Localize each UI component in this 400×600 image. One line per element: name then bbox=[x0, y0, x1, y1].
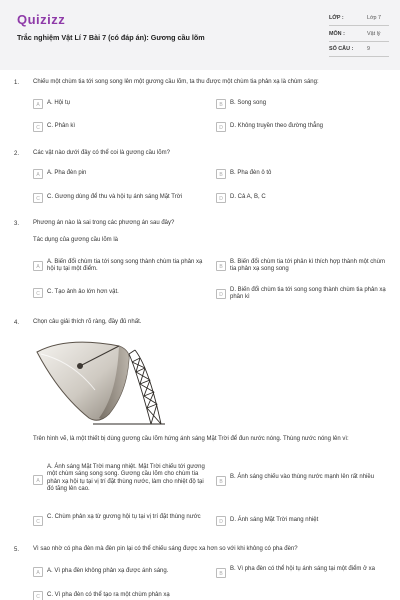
option-a[interactable] bbox=[33, 99, 211, 115]
meta-count-value: 9 bbox=[367, 46, 370, 52]
option-text: B. Biến đổi chùm tia tới phân kì thích hợp thành một chùm tia phản xạ song song bbox=[230, 259, 385, 273]
option-text: A. Biến đổi chùm tia tới song song thành chùm tia phản xạ hội tụ tại một điểm. bbox=[47, 259, 203, 273]
header bbox=[0, 0, 400, 70]
option-badge: A bbox=[33, 567, 43, 577]
option-text: C. Phân kì bbox=[47, 123, 76, 129]
option-badge: B bbox=[216, 568, 226, 578]
option-badge: C bbox=[33, 193, 43, 203]
option-d[interactable] bbox=[216, 193, 394, 209]
option-badge: A bbox=[33, 99, 43, 109]
meta-class-value: Lớp 7 bbox=[367, 15, 382, 21]
option-text: B. Pha đèn ô tô bbox=[230, 170, 272, 176]
option-text: B. Ánh sáng chiếu vào thùng nước mạnh lên rất nhiều bbox=[230, 474, 375, 480]
option-badge: D bbox=[216, 193, 226, 203]
option-b[interactable] bbox=[216, 565, 394, 583]
option-b[interactable] bbox=[216, 169, 394, 185]
option-c[interactable] bbox=[33, 122, 211, 138]
meta-divider bbox=[329, 25, 389, 26]
option-a[interactable] bbox=[33, 258, 211, 276]
option-text: A. Ánh sáng Mặt Trời mang nhiệt. Mặt Trời chiếu tới gương một chùm sáng song song. Gương cầu lõm cho chùm tia phản xạ hội tụ tại vị trí đặt thùng nước, làm cho nhiệt độ tại đó tăng lên cao. bbox=[47, 464, 205, 493]
solar-concave-mirror-figure bbox=[33, 332, 165, 428]
meta-subject-label: MÔN : bbox=[329, 31, 345, 37]
question-number: 3. bbox=[14, 221, 20, 227]
option-a[interactable] bbox=[33, 463, 211, 501]
option-badge: B bbox=[216, 476, 226, 486]
question-number: 5. bbox=[14, 547, 20, 553]
option-c[interactable] bbox=[33, 193, 211, 209]
meta-divider bbox=[329, 56, 389, 57]
option-badge: B bbox=[216, 169, 226, 179]
option-badge: D bbox=[216, 122, 226, 132]
option-badge: C bbox=[33, 591, 43, 600]
option-text: B. Song song bbox=[230, 100, 267, 106]
option-badge: A bbox=[33, 475, 43, 485]
option-b[interactable] bbox=[216, 258, 394, 276]
meta-subject-value: Vật lý bbox=[367, 31, 381, 37]
option-badge: D bbox=[216, 289, 226, 299]
option-c[interactable] bbox=[33, 513, 211, 531]
question-text: Vì sao nhờ có pha đèn mà đèn pin lại có thể chiếu sáng được xa hơn so với khi không có pha đèn? bbox=[33, 546, 298, 552]
option-badge: C bbox=[33, 288, 43, 298]
question-subtext: Tác dụng của gương cầu lõm là bbox=[33, 237, 118, 243]
option-text: A. Pha đèn pin bbox=[47, 170, 87, 176]
option-a[interactable] bbox=[33, 169, 211, 185]
question-text: Chiếu một chùm tia tới song song lên một gương cầu lõm, ta thu được một chùm tia phản xạ là chùm sáng: bbox=[33, 79, 319, 85]
option-text: D. Không truyền theo đường thẳng bbox=[230, 123, 324, 129]
option-d[interactable] bbox=[216, 122, 394, 138]
option-d[interactable] bbox=[216, 286, 394, 304]
option-badge: B bbox=[216, 261, 226, 271]
option-text: C. Tạo ảnh ảo lớn hơn vật. bbox=[47, 289, 119, 295]
question-number: 4. bbox=[14, 320, 20, 326]
option-text: C. Vì pha đèn có thể tạo ra một chùm phản xạ bbox=[47, 592, 170, 598]
option-badge: D bbox=[216, 516, 226, 526]
quizizz-logo: Quizizz bbox=[17, 12, 66, 27]
option-text: A. Hội tụ bbox=[47, 100, 71, 106]
question-text: Chọn câu giải thích rõ ràng, đầy đủ nhất. bbox=[33, 319, 142, 325]
option-text: C. Chùm phản xạ từ gương hội tụ tại vị trí đặt thùng nước bbox=[47, 514, 201, 520]
option-text: A. Vì pha đèn không phản xạ được ánh sáng. bbox=[47, 568, 169, 574]
option-c[interactable] bbox=[33, 288, 211, 304]
option-d[interactable] bbox=[216, 516, 394, 532]
option-badge: A bbox=[33, 261, 43, 271]
option-badge: B bbox=[216, 99, 226, 109]
meta-count-label: SỐ CÂU : bbox=[329, 46, 354, 52]
meta-class-label: LỚP : bbox=[329, 15, 344, 21]
question-text: Các vật nào dưới đây có thể coi là gương cầu lõm? bbox=[33, 150, 170, 156]
question-number: 1. bbox=[14, 80, 20, 86]
question-number: 2. bbox=[14, 151, 20, 157]
option-text: C. Gương dùng để thu và hội tụ ánh sáng Mặt Trời bbox=[47, 194, 182, 200]
option-text: D. Ánh sáng Mặt Trời mang nhiệt bbox=[230, 517, 319, 523]
option-b[interactable] bbox=[216, 99, 394, 115]
option-text: B. Vì pha đèn có thể hội tụ ánh sáng tại một điểm ở xa bbox=[230, 566, 376, 572]
question-subtext: Trên hình vẽ, là một thiết bị dùng gương cầu lõm hứng ánh sáng Mặt Trời để đun nước nóng. Thùng nước nóng lên vì: bbox=[33, 436, 349, 442]
option-b[interactable] bbox=[216, 473, 394, 491]
option-badge: C bbox=[33, 122, 43, 132]
option-text: D. Cả A, B, C bbox=[230, 194, 266, 200]
option-badge: A bbox=[33, 169, 43, 179]
option-text: D. Biến đổi chùm tia tới song song thành chùm tia phản xạ phân kì bbox=[230, 287, 386, 301]
option-c[interactable] bbox=[33, 591, 211, 600]
meta-divider bbox=[329, 41, 389, 42]
question-text: Phương án nào là sai trong các phương án sau đây? bbox=[33, 220, 175, 226]
option-a[interactable] bbox=[33, 567, 211, 583]
option-badge: C bbox=[33, 516, 43, 526]
page-title: Trắc nghiệm Vật Lí 7 Bài 7 (có đáp án): Gương cầu lõm bbox=[17, 33, 205, 42]
